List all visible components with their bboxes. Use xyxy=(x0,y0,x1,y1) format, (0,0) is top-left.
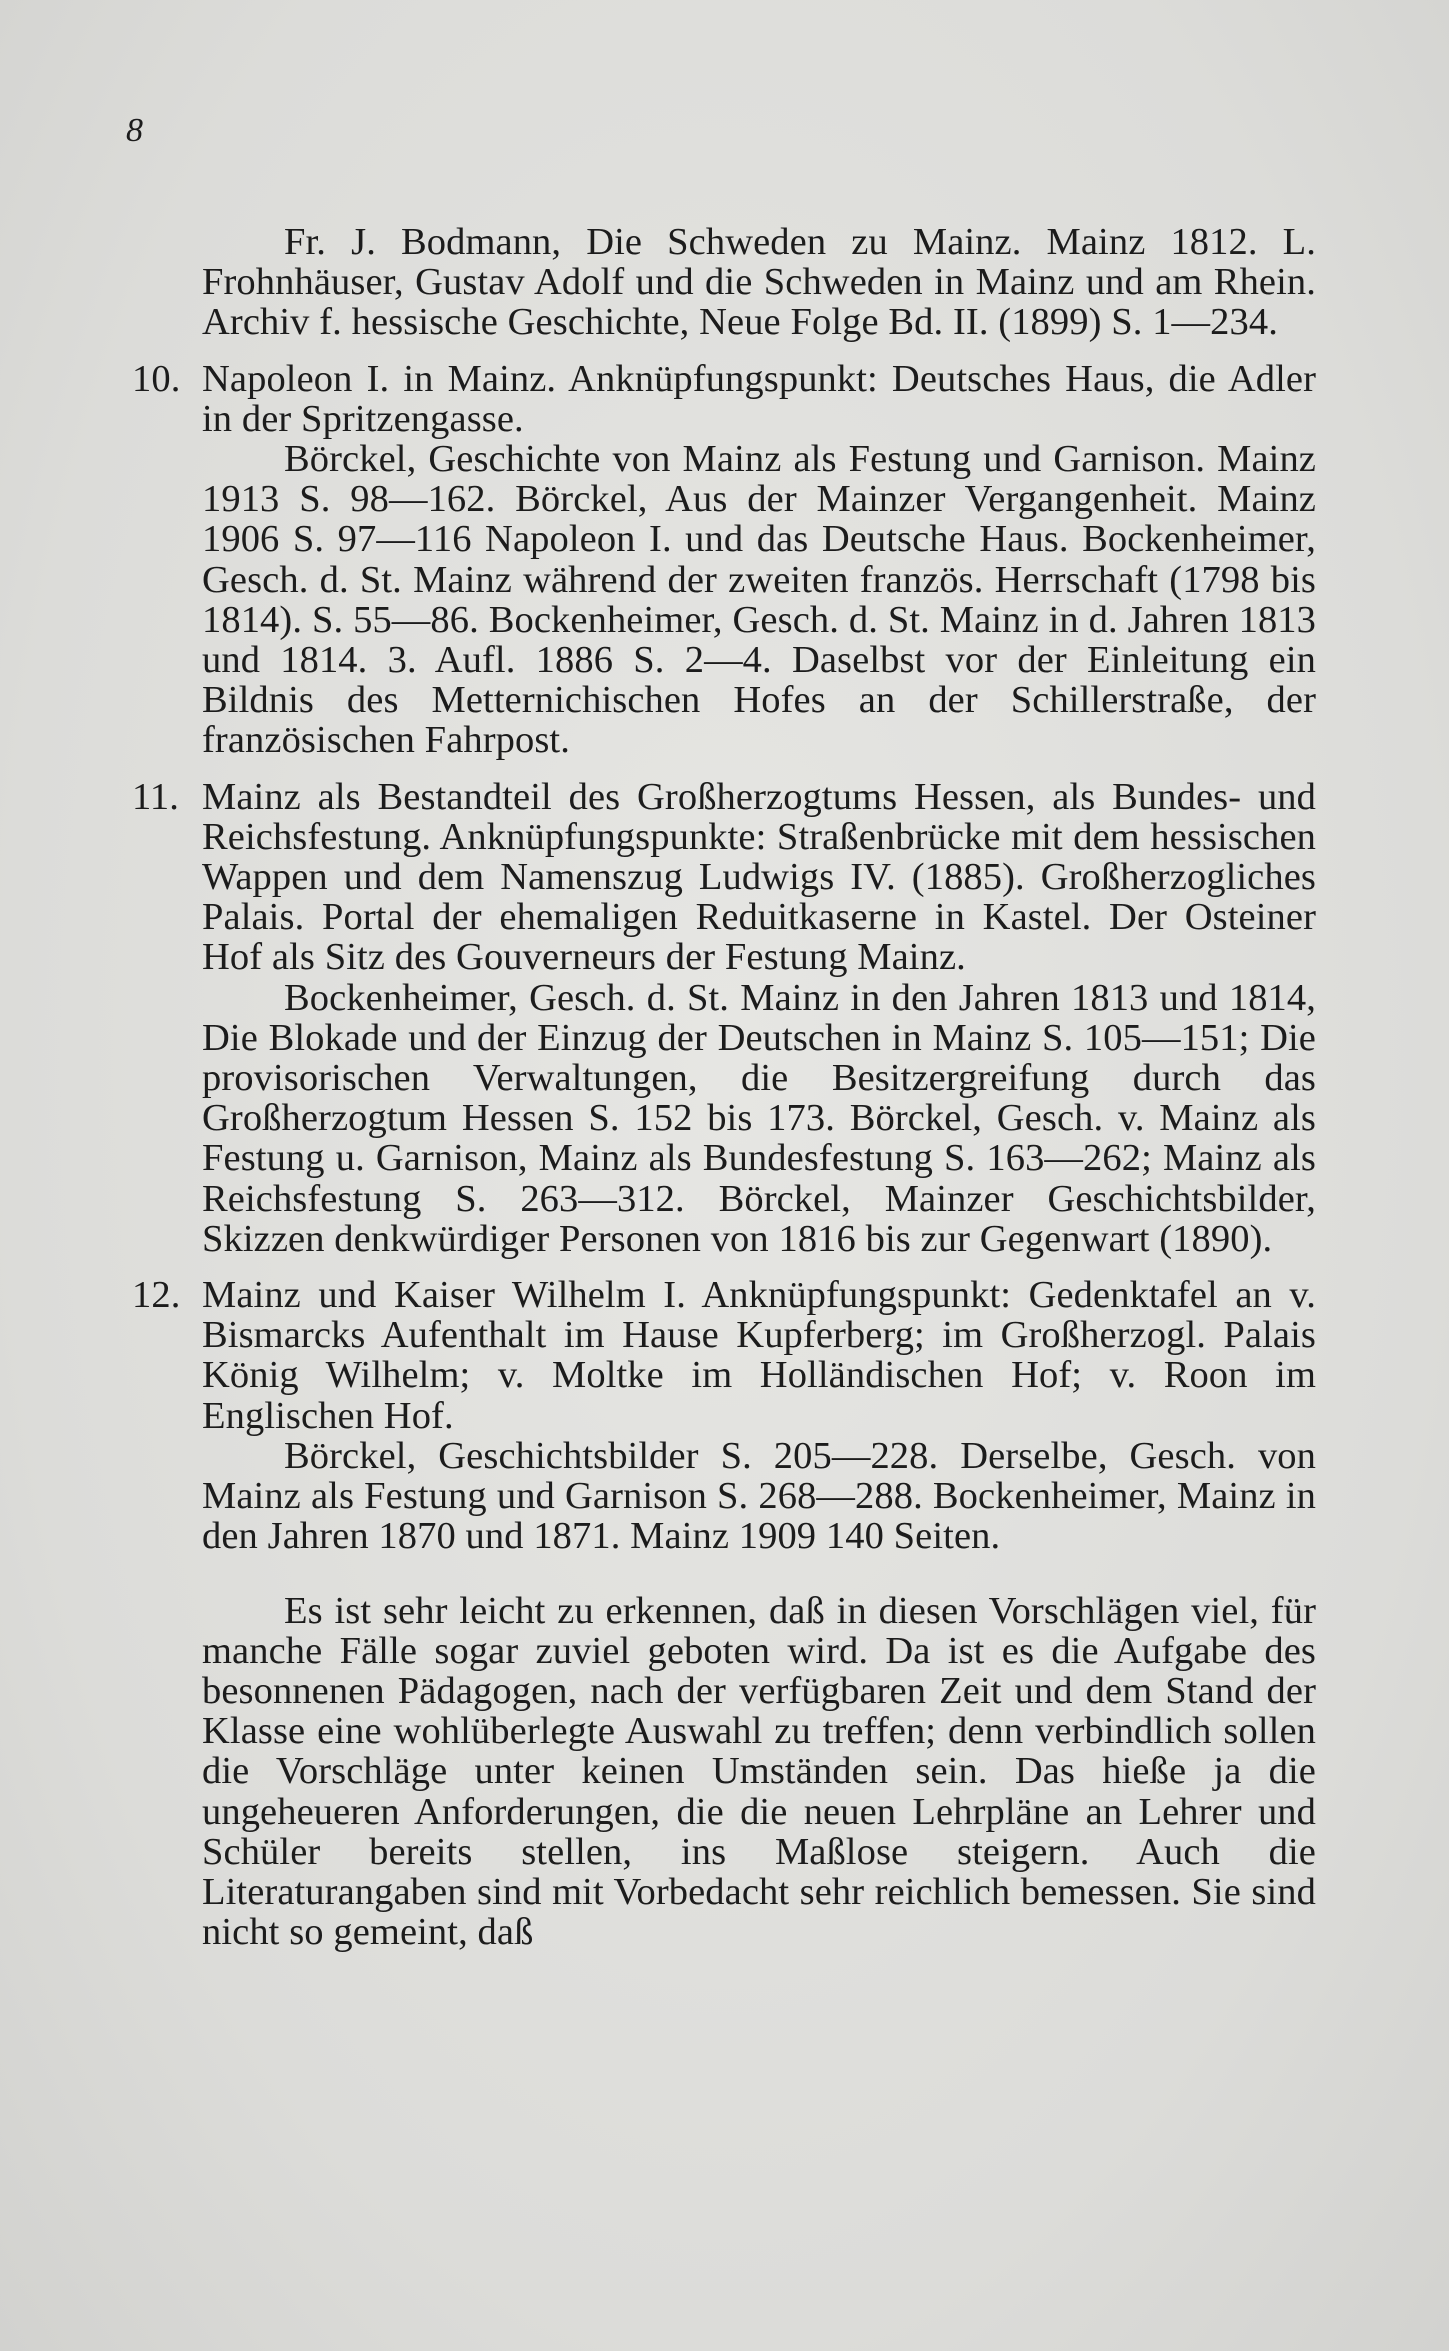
entry-literature: Börckel, Geschichte von Mainz als Festung und Garnison. Mainz 1913 S. 98—162. Börckel, Aus der Mainzer Vergangenheit. Mainz 1906 S. 97—116 Napoleon I. und das Deutsche Haus. Bockenheimer, Gesch. d. St. Mainz während der zweiten französ. Herrschaft (1798 bis 1814). S. 55—86. Bockenheimer, Gesch. d. St. Mainz in d. Jahren 1813 und 1814. 3. Aufl. 1886 S. 2—4. Daselbst vor der Einleitung ein Bildnis des Metternichischen Hofes an der Schillerstraße, der französischen Fahrpost. xyxy=(202,438,1316,762)
entry-number: 10. xyxy=(132,357,181,400)
entry-topic: Mainz als Bestandteil des Großherzogtums Hessen, als Bundes- und Reichsfestung. Anknüpfungspunkte: Straßenbrücke mit dem hessischen Wappen und dem Namenszug Ludwigs IV. (1885). Großherzogliches Palais. Portal der ehemaligen Reduitkaserne in Kastel. Der Osteiner Hof als Sitz des Gouverneurs der Festung Mainz. xyxy=(202,775,1316,979)
entry-literature: Bockenheimer, Gesch. d. St. Mainz in den Jahren 1813 und 1814, Die Blokade und der Einzug der Deutschen in Mainz S. 105—151; Die provisorischen Verwaltungen, die Besitzergreifung durch das Großherzogtum Hessen S. 152 bis 173. Börckel, Gesch. v. Mainz als Festung u. Garnison, Mainz als Bundesfestung S. 163—262; Mainz als Reichsfestung S. 263—312. Börckel, Mainzer Geschichtsbilder, Skizzen denkwürdiger Personen von 1816 bis zur Gegenwart (1890). xyxy=(202,976,1316,1260)
continuation-literature: Fr. J. Bodmann, Die Schweden zu Mainz. Mainz 1812. L. Frohnhäuser, Gustav Adolf und die Schweden in Mainz und am Rhein. Archiv f. hessische Geschichte, Neue Folge Bd. II. (1899) S. 1—234. xyxy=(202,221,1316,344)
page-body xyxy=(132,221,1316,1954)
topic-entry-12 xyxy=(132,1274,1316,1558)
closing-paragraph: Es ist sehr leicht zu erkennen, daß in diesen Vorschlägen viel, für manche Fälle sogar zuviel geboten wird. Da ist es die Aufgabe des besonnenen Pädagogen, nach der verfügbaren Zeit und dem Stand der Klasse eine wohlüberlegte Auswahl zu treffen; denn verbindlich sollen die Vorschläge unter keinen Umständen sein. Das hieße ja die ungeheueren Anforderungen, die die neuen Lehrpläne an Lehrer und Schüler bereits stellen, ins Maßlose steigern. Auch die Literaturangaben sind mit Vorbedacht sehr reichlich bemessen. Sie sind nicht so gemeint, daß xyxy=(202,1589,1316,1954)
entry-number: 12. xyxy=(132,1274,181,1317)
entry-topic: Napoleon I. in Mainz. Anknüpfungspunkt: Deutsches Haus, die Adler in der Spritzengasse. xyxy=(202,357,1316,440)
page-number: 8 xyxy=(126,112,143,149)
topic-entry-10 xyxy=(132,357,1316,762)
topic-entry-11 xyxy=(132,775,1316,1260)
entry-number: 11. xyxy=(132,775,179,818)
entry-literature: Börckel, Geschichtsbilder S. 205—228. Derselbe, Gesch. von Mainz als Festung und Garnison S. 268—288. Bockenheimer, Mainz in den Jahren 1870 und 1871. Mainz 1909 140 Seiten. xyxy=(202,1434,1316,1558)
entry-topic: Mainz und Kaiser Wilhelm I. Anknüpfungspunkt: Gedenktafel an v. Bismarcks Aufenthalt im Hause Kupferberg; im Großherzogl. Palais König Wilhelm; v. Moltke im Holländischen Hof; v. Roon im Englischen Hof. xyxy=(202,1274,1316,1437)
